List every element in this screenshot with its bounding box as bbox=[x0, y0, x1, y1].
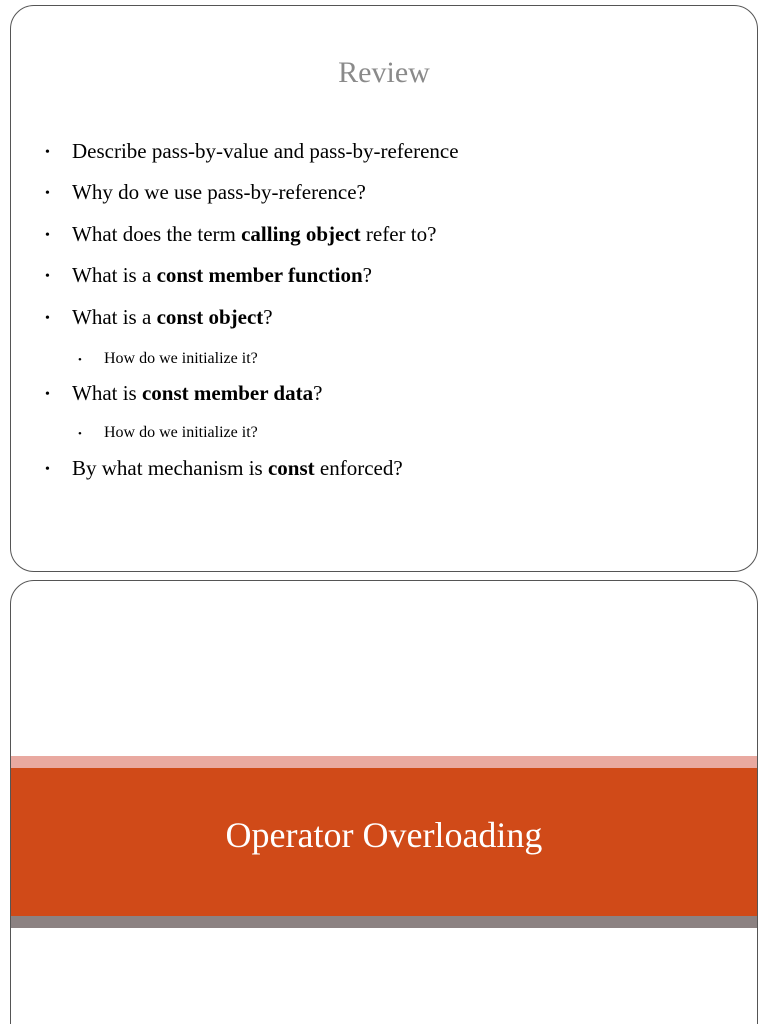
review-slide bbox=[10, 5, 758, 572]
slide-title: Review bbox=[338, 56, 430, 89]
bullet-icon: • bbox=[45, 269, 50, 284]
bullet-icon: • bbox=[45, 311, 50, 326]
section-title: Operator Overloading bbox=[225, 815, 543, 855]
bullet-text: By what mechanism is const enforced? bbox=[72, 456, 403, 480]
sub-bullet-item bbox=[11, 344, 757, 374]
shadow-band bbox=[11, 916, 757, 928]
title-band bbox=[11, 768, 757, 916]
bold-term: const member function bbox=[156, 263, 363, 287]
bullet-text: What does the term calling object refer to? bbox=[72, 222, 437, 246]
bullet-icon: • bbox=[78, 428, 82, 440]
bullet-item bbox=[11, 378, 757, 408]
bullet-icon: • bbox=[45, 228, 50, 243]
bullet-item bbox=[11, 453, 757, 483]
accent-band bbox=[11, 756, 757, 768]
bold-term: const object bbox=[156, 305, 264, 329]
bullet-text: What is const member data? bbox=[72, 381, 323, 405]
bold-term: const member data bbox=[141, 381, 314, 405]
bullet-icon: • bbox=[45, 387, 50, 402]
bullet-text: What is a const object? bbox=[72, 305, 273, 329]
bold-term: calling object bbox=[241, 222, 361, 246]
bullet-icon: • bbox=[45, 145, 50, 160]
sub-bullet-item bbox=[11, 418, 757, 448]
bullet-item bbox=[11, 260, 757, 290]
section-title-slide bbox=[10, 580, 758, 1024]
bullet-text: Why do we use pass-by-reference? bbox=[72, 180, 366, 204]
bullet-item bbox=[11, 219, 757, 249]
bullet-text: What is a const member function? bbox=[72, 263, 372, 287]
bullet-text: How do we initialize it? bbox=[104, 424, 258, 441]
bullet-icon: • bbox=[78, 354, 82, 366]
bullet-item bbox=[11, 177, 757, 207]
bullet-icon: • bbox=[45, 186, 50, 201]
bullet-item bbox=[11, 302, 757, 332]
bullet-text: Describe pass-by-value and pass-by-reference bbox=[72, 139, 459, 163]
bold-term: const bbox=[267, 456, 315, 480]
bullet-text: How do we initialize it? bbox=[104, 350, 258, 367]
bullet-item bbox=[11, 136, 757, 166]
bullet-icon: • bbox=[45, 462, 50, 477]
